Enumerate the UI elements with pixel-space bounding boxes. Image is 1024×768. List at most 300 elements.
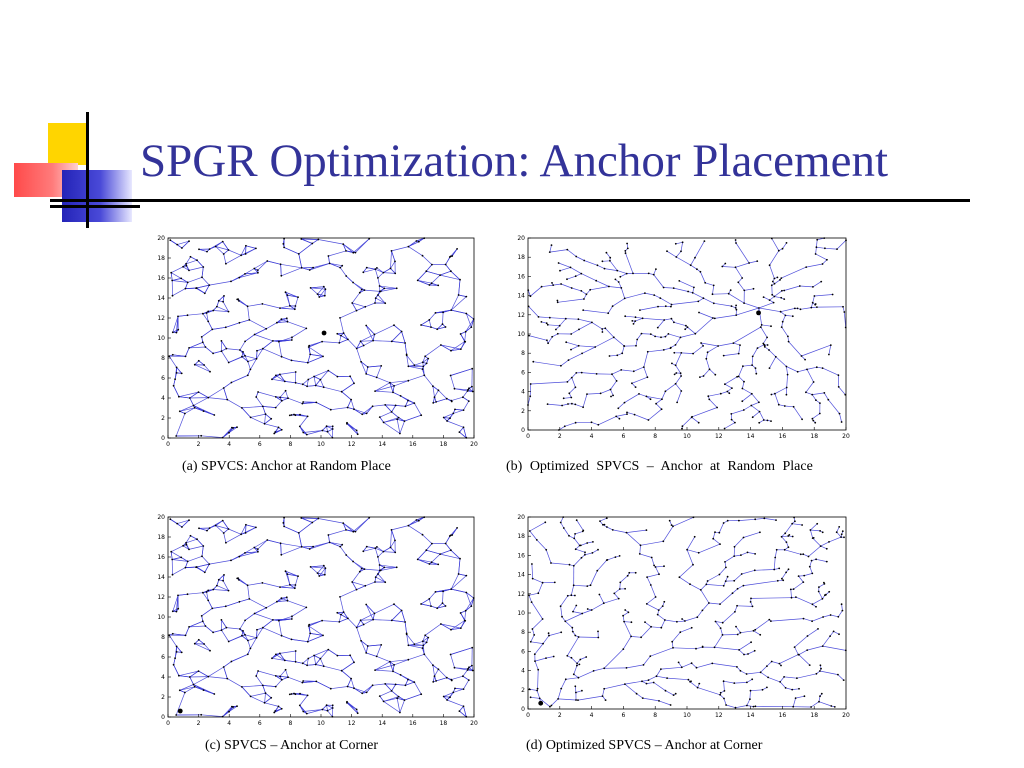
sensor-node bbox=[699, 376, 701, 378]
sensor-node bbox=[361, 692, 363, 694]
sensor-node bbox=[336, 333, 338, 335]
sensor-node bbox=[827, 399, 829, 401]
network-edge bbox=[222, 351, 229, 362]
network-edge bbox=[578, 696, 603, 700]
sensor-node bbox=[306, 434, 308, 436]
sensor-node bbox=[425, 549, 427, 551]
sensor-node bbox=[341, 265, 343, 267]
sensor-node bbox=[168, 634, 170, 636]
sensor-node bbox=[393, 603, 395, 605]
network-edge bbox=[208, 677, 227, 679]
network-edge bbox=[224, 388, 228, 400]
network-edge bbox=[266, 693, 272, 698]
network-edge bbox=[339, 339, 348, 343]
network-edge bbox=[280, 372, 296, 374]
sensor-node bbox=[361, 568, 363, 570]
sensor-node bbox=[613, 336, 615, 338]
plot-frame bbox=[528, 238, 846, 430]
network-edge bbox=[429, 592, 435, 599]
sensor-node bbox=[592, 541, 594, 543]
network-edge bbox=[676, 257, 690, 265]
panel-b bbox=[512, 232, 852, 440]
sensor-node bbox=[646, 576, 648, 578]
sensor-node bbox=[728, 293, 730, 295]
sensor-node bbox=[578, 345, 580, 347]
sensor-node bbox=[405, 684, 407, 686]
sensor-node bbox=[347, 339, 349, 341]
network-edge bbox=[559, 263, 571, 267]
sensor-node bbox=[350, 399, 352, 401]
sensor-node bbox=[627, 248, 629, 250]
sensor-node bbox=[272, 619, 274, 621]
sensor-node bbox=[327, 710, 329, 712]
sensor-node bbox=[838, 386, 840, 388]
network-edge bbox=[366, 367, 368, 374]
sensor-node bbox=[735, 707, 737, 709]
x-tick-label: 12 bbox=[347, 441, 356, 448]
network-edge bbox=[591, 571, 598, 586]
network-edge bbox=[676, 376, 682, 384]
network-edge bbox=[199, 528, 207, 530]
sensor-node bbox=[212, 589, 214, 591]
network-edge bbox=[446, 544, 451, 551]
sensor-node bbox=[465, 331, 467, 333]
sensor-node bbox=[730, 289, 732, 291]
sensor-node bbox=[634, 320, 636, 322]
sensor-node bbox=[575, 692, 577, 694]
network-edge bbox=[208, 321, 212, 329]
network-edge bbox=[318, 519, 343, 524]
network-edge bbox=[548, 325, 560, 326]
network-edge bbox=[380, 696, 384, 701]
sensor-node bbox=[665, 390, 667, 392]
sensor-node bbox=[826, 561, 828, 563]
x-tick-label: 6 bbox=[621, 433, 626, 440]
network-edge bbox=[205, 347, 213, 353]
network-edge bbox=[308, 633, 310, 641]
y-tick-label: 16 bbox=[157, 554, 165, 561]
network-edge bbox=[604, 599, 619, 604]
network-edge bbox=[657, 676, 668, 678]
sensor-node bbox=[663, 287, 665, 289]
network-edge bbox=[658, 615, 665, 620]
network-edge bbox=[451, 397, 463, 400]
network-edge bbox=[636, 317, 643, 318]
network-edge bbox=[571, 585, 573, 595]
network-edge bbox=[780, 677, 784, 682]
network-edge bbox=[640, 307, 658, 311]
x-tick-label: 18 bbox=[810, 712, 819, 719]
sensor-node bbox=[569, 564, 571, 566]
sensor-node bbox=[816, 239, 818, 241]
network-edge bbox=[535, 644, 543, 655]
network-edge bbox=[672, 642, 673, 648]
network-edge bbox=[197, 539, 203, 546]
sensor-node bbox=[673, 352, 675, 354]
sensor-node bbox=[753, 630, 755, 632]
network-edge bbox=[299, 254, 302, 268]
network-edge bbox=[656, 399, 662, 404]
sensor-node bbox=[299, 426, 301, 428]
network-edge bbox=[644, 352, 648, 367]
network-edge bbox=[414, 362, 422, 365]
sensor-node bbox=[423, 653, 425, 655]
network-edge bbox=[679, 577, 690, 584]
sensor-node bbox=[310, 287, 312, 289]
sensor-node bbox=[604, 327, 606, 329]
network-edge bbox=[661, 620, 665, 628]
sensor-node bbox=[841, 533, 843, 535]
sensor-node bbox=[176, 244, 178, 246]
sensor-node bbox=[256, 637, 258, 639]
network-edge bbox=[402, 611, 406, 623]
sensor-node bbox=[550, 562, 552, 564]
sensor-node bbox=[345, 275, 347, 277]
network-edge bbox=[785, 524, 792, 534]
network-edge bbox=[251, 696, 265, 702]
sensor-node bbox=[458, 294, 460, 296]
network-edge bbox=[775, 550, 777, 558]
sensor-node bbox=[185, 356, 187, 358]
network-edge bbox=[736, 267, 743, 278]
sensor-node bbox=[321, 341, 323, 343]
network-edge bbox=[834, 631, 839, 634]
sensor-node bbox=[399, 433, 401, 435]
sensor-node bbox=[780, 277, 782, 279]
sensor-node bbox=[770, 420, 772, 422]
sensor-node bbox=[468, 666, 470, 668]
sensor-node bbox=[703, 375, 705, 377]
sensor-node bbox=[581, 353, 583, 355]
network-edge bbox=[451, 676, 463, 679]
sensor-node bbox=[782, 248, 784, 250]
network-edge bbox=[831, 615, 839, 617]
network-edge bbox=[578, 319, 592, 322]
network-edge bbox=[229, 529, 242, 534]
sensor-node bbox=[809, 664, 811, 666]
network-edge bbox=[548, 337, 552, 343]
network-edge bbox=[248, 306, 250, 320]
network-edge bbox=[316, 380, 321, 386]
network-edge bbox=[222, 630, 229, 641]
sensor-node bbox=[379, 416, 381, 418]
sensor-node bbox=[624, 250, 626, 252]
network-edge bbox=[375, 604, 395, 613]
network-edge bbox=[747, 706, 754, 707]
sensor-node bbox=[322, 430, 324, 432]
network-edge bbox=[347, 423, 358, 434]
sensor-node bbox=[342, 522, 344, 524]
network-edge bbox=[664, 288, 674, 289]
network-edge bbox=[538, 670, 539, 689]
panel-a bbox=[152, 232, 482, 447]
network-edge bbox=[681, 242, 683, 251]
network-edge bbox=[685, 617, 697, 621]
sensor-node bbox=[308, 625, 310, 627]
network-edge bbox=[196, 564, 209, 567]
sensor-node bbox=[571, 287, 573, 289]
network-edge bbox=[377, 366, 382, 378]
network-edge bbox=[451, 655, 455, 668]
network-edge bbox=[531, 642, 543, 644]
network-edge bbox=[648, 350, 664, 352]
sensor-node bbox=[422, 361, 424, 363]
network-edge bbox=[735, 538, 744, 547]
sensor-node bbox=[330, 409, 332, 411]
sensor-node bbox=[309, 633, 311, 635]
sensor-node bbox=[696, 268, 698, 270]
sensor-node bbox=[727, 576, 729, 578]
network-edge bbox=[610, 261, 617, 271]
network-edge bbox=[392, 611, 402, 621]
sensor-node bbox=[173, 385, 175, 387]
network-edge bbox=[784, 286, 800, 291]
sensor-node bbox=[464, 620, 466, 622]
sensor-node bbox=[440, 344, 442, 346]
network-edge bbox=[752, 356, 753, 365]
network-edge bbox=[608, 306, 612, 313]
sensor-node bbox=[769, 264, 771, 266]
network-edge bbox=[392, 620, 405, 622]
network-edge bbox=[310, 542, 330, 549]
network-edge bbox=[199, 671, 209, 677]
network-edge bbox=[661, 667, 682, 669]
network-edge bbox=[770, 265, 775, 278]
sensor-node bbox=[323, 386, 325, 388]
sensor-node bbox=[612, 529, 614, 531]
sensor-node bbox=[222, 241, 224, 243]
sensor-node bbox=[759, 634, 761, 636]
sensor-node bbox=[181, 526, 183, 528]
network-edge bbox=[690, 682, 698, 688]
sensor-node bbox=[786, 366, 788, 368]
sensor-node bbox=[341, 544, 343, 546]
network-edge bbox=[664, 348, 671, 350]
sensor-node bbox=[618, 598, 620, 600]
sensor-node bbox=[458, 573, 460, 575]
sensor-node bbox=[657, 327, 659, 329]
network-edge bbox=[378, 557, 380, 565]
sensor-node bbox=[547, 403, 549, 405]
y-tick-label: 14 bbox=[157, 295, 165, 302]
sensor-node bbox=[302, 401, 304, 403]
sensor-node bbox=[788, 546, 790, 548]
x-tick-label: 4 bbox=[589, 433, 594, 440]
sensor-node bbox=[571, 627, 573, 629]
sensor-node bbox=[555, 329, 557, 331]
network-edge bbox=[197, 288, 205, 293]
sensor-node bbox=[202, 341, 204, 343]
network-edge bbox=[208, 398, 227, 400]
sensor-node bbox=[204, 571, 206, 573]
sensor-node bbox=[360, 340, 362, 342]
network-edge bbox=[729, 294, 744, 303]
sensor-node bbox=[326, 425, 328, 427]
sensor-node bbox=[262, 303, 264, 305]
network-edge bbox=[687, 550, 699, 553]
sensor-node bbox=[301, 267, 303, 269]
sensor-node bbox=[176, 367, 178, 369]
sensor-node bbox=[633, 323, 635, 325]
y-tick-label: 0 bbox=[521, 706, 525, 713]
sensor-node bbox=[737, 281, 739, 283]
network-edge bbox=[209, 560, 231, 564]
sensor-node bbox=[655, 596, 657, 598]
network-edge bbox=[606, 253, 610, 258]
sensor-node bbox=[365, 604, 367, 606]
sensor-node bbox=[558, 262, 560, 264]
network-edge bbox=[190, 398, 194, 406]
sensor-node bbox=[813, 381, 815, 383]
network-edge bbox=[292, 328, 306, 337]
sensor-node bbox=[180, 278, 182, 280]
sensor-node bbox=[754, 629, 756, 631]
sensor-node bbox=[798, 575, 800, 577]
sensor-node bbox=[436, 607, 438, 609]
sensor-node bbox=[822, 531, 824, 533]
network-edge bbox=[582, 347, 595, 353]
sensor-node bbox=[714, 318, 716, 320]
network-edge bbox=[340, 597, 344, 612]
network-edge bbox=[392, 526, 409, 530]
network-edge bbox=[405, 415, 422, 421]
sensor-node bbox=[546, 322, 548, 324]
network-edge bbox=[240, 341, 245, 350]
sensor-node bbox=[666, 677, 668, 679]
network-edge bbox=[340, 318, 344, 333]
sensor-node bbox=[435, 591, 437, 593]
network-edge bbox=[226, 628, 240, 629]
network-edge bbox=[600, 518, 607, 521]
sensor-node bbox=[561, 405, 563, 407]
sensor-node bbox=[394, 273, 396, 275]
sensor-node bbox=[687, 326, 689, 328]
sensor-node bbox=[211, 329, 213, 331]
network-edge bbox=[378, 295, 385, 303]
sensor-node bbox=[341, 391, 343, 393]
sensor-node bbox=[579, 545, 581, 547]
sensor-node bbox=[781, 578, 783, 580]
network-edge bbox=[384, 422, 400, 433]
sensor-node bbox=[586, 293, 588, 295]
network-edge bbox=[793, 698, 795, 707]
network-edge bbox=[197, 567, 205, 572]
network-edge bbox=[241, 248, 256, 255]
sensor-node bbox=[422, 366, 424, 368]
network-edge bbox=[800, 286, 813, 287]
sensor-node bbox=[663, 601, 665, 603]
sensor-node bbox=[779, 663, 781, 665]
network-edge bbox=[750, 691, 751, 699]
network-edge bbox=[651, 585, 656, 597]
network-edge bbox=[809, 546, 821, 556]
sensor-node bbox=[681, 618, 683, 620]
plot-frame bbox=[168, 517, 474, 717]
sensor-node bbox=[362, 550, 364, 552]
network-edge bbox=[255, 335, 273, 341]
network-edge bbox=[171, 273, 181, 279]
network-edge bbox=[443, 591, 444, 603]
sensor-node bbox=[423, 374, 425, 376]
network-edge bbox=[224, 662, 232, 668]
sensor-node bbox=[733, 342, 735, 344]
network-edge bbox=[539, 317, 550, 318]
sensor-node bbox=[643, 664, 645, 666]
network-edge bbox=[339, 336, 341, 343]
sensor-node bbox=[289, 694, 291, 696]
network-edge bbox=[231, 375, 247, 382]
sensor-node bbox=[430, 605, 432, 607]
sensor-node bbox=[770, 325, 772, 327]
network-edge bbox=[307, 665, 316, 666]
sensor-node bbox=[771, 294, 773, 296]
network-edge bbox=[751, 406, 759, 412]
anchor-node bbox=[538, 701, 543, 706]
sensor-node bbox=[530, 696, 532, 698]
sensor-node bbox=[352, 531, 354, 533]
sensor-node bbox=[408, 644, 410, 646]
network-edge bbox=[687, 550, 693, 565]
network-edge bbox=[571, 658, 577, 664]
sensor-node bbox=[230, 281, 232, 283]
y-tick-label: 4 bbox=[521, 388, 525, 396]
network-edge bbox=[308, 356, 323, 362]
x-tick-label: 14 bbox=[378, 441, 387, 448]
sensor-node bbox=[747, 653, 749, 655]
sensor-node bbox=[828, 354, 830, 356]
sensor-node bbox=[815, 253, 817, 255]
sensor-node bbox=[318, 575, 320, 577]
sensor-node bbox=[812, 302, 814, 304]
sensor-node bbox=[621, 352, 623, 354]
y-tick-label: 14 bbox=[517, 571, 525, 579]
sensor-node bbox=[802, 581, 804, 583]
sensor-node bbox=[684, 328, 686, 330]
network-edge bbox=[186, 348, 190, 357]
sensor-node bbox=[786, 541, 788, 543]
plot-b bbox=[512, 232, 852, 440]
sensor-node bbox=[818, 586, 820, 588]
network-edge bbox=[811, 702, 819, 707]
sensor-node bbox=[750, 641, 752, 643]
sensor-node bbox=[424, 355, 426, 357]
sensor-node bbox=[281, 318, 283, 320]
sensor-node bbox=[693, 287, 695, 289]
network-edge bbox=[731, 410, 744, 414]
sensor-node bbox=[708, 399, 710, 401]
sensor-node bbox=[236, 299, 238, 301]
sensor-node bbox=[451, 534, 453, 536]
sensor-node bbox=[459, 431, 461, 433]
sensor-node bbox=[806, 649, 808, 651]
y-tick-label: 0 bbox=[161, 714, 165, 721]
sensor-node bbox=[291, 339, 293, 341]
sensor-node bbox=[566, 278, 568, 280]
sensor-node bbox=[377, 277, 379, 279]
network-edge bbox=[530, 287, 541, 297]
sensor-node bbox=[724, 690, 726, 692]
network-edge bbox=[421, 599, 429, 604]
sensor-node bbox=[254, 334, 256, 336]
network-edge bbox=[786, 367, 787, 375]
network-edge bbox=[465, 332, 466, 342]
sensor-node bbox=[451, 255, 453, 257]
sensor-node bbox=[673, 321, 675, 323]
network-edge bbox=[310, 263, 330, 270]
sensor-node bbox=[177, 595, 179, 597]
sensor-node bbox=[597, 631, 599, 633]
sensor-node bbox=[628, 572, 630, 574]
